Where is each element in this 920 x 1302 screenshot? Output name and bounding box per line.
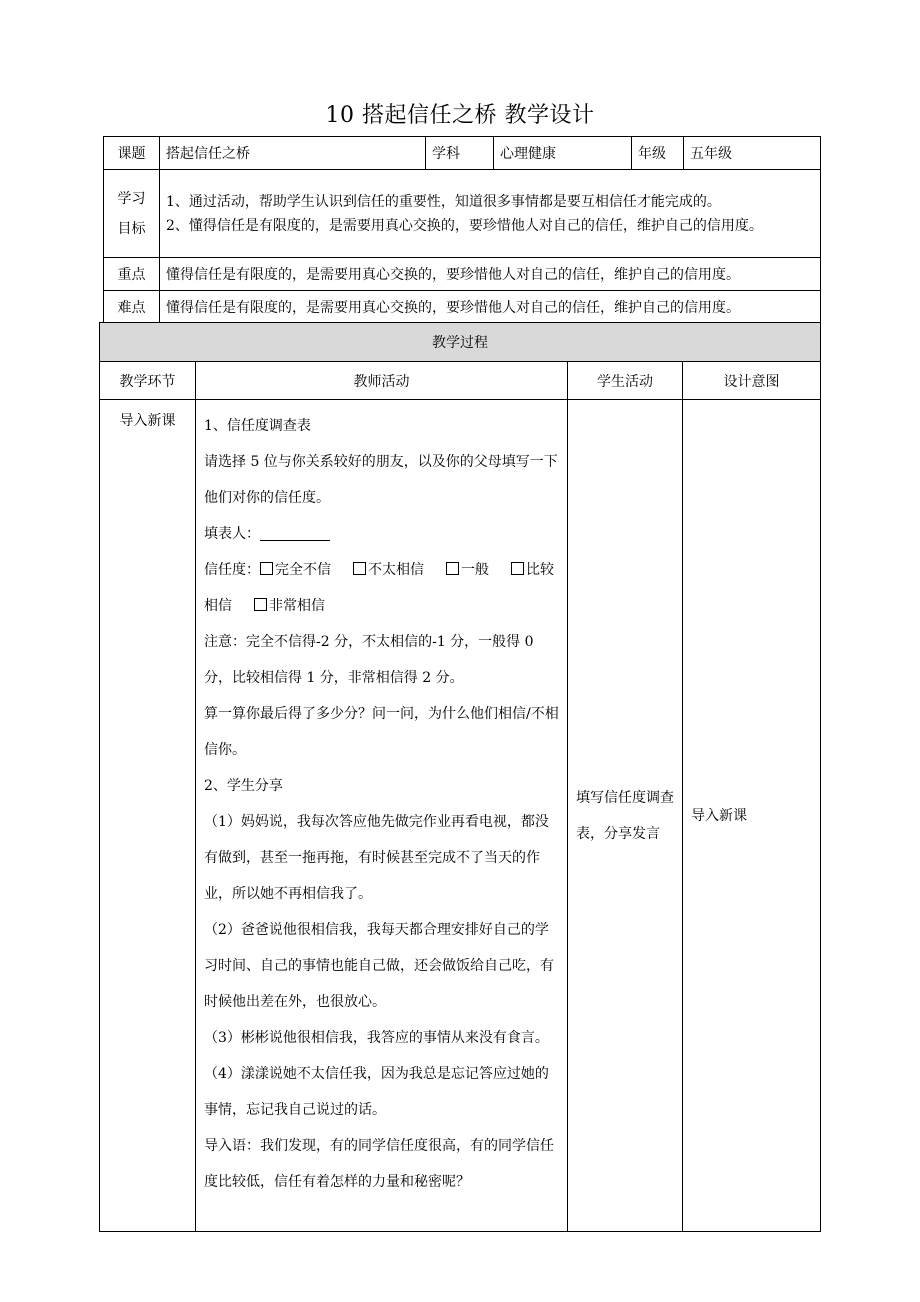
teacher-para-3: 注意：完全不信得-2 分，不太相信的-1 分，一般得 0 分，比较相信得 1 分，非常相信得 2 分。 <box>204 634 534 686</box>
teacher-para-9: （4）漾漾说她不太信任我，因为我总是忘记答应过她的事情，忘记我自己说过的话。 <box>204 1066 549 1118</box>
subject-value: 心理健康 <box>494 137 632 170</box>
column-header-row <box>100 362 821 400</box>
checkbox-icon <box>353 562 366 575</box>
key-row <box>104 258 821 291</box>
teacher-para-1: 1、信任度调查表 <box>204 418 311 434</box>
difficulty-value: 懂得信任是有限度的，是需要用真心交换的，要珍惜他人对自己的信任，维护自己的信用度。 <box>160 291 821 324</box>
filler-line <box>204 516 561 552</box>
goal-2: 2、懂得信任是有限度的，是需要用真心交换的，要珍惜他人对自己的信任，维护自己的信用度。 <box>166 217 763 234</box>
teacher-activity-cell <box>196 400 568 1232</box>
goal-1: 1、通过活动，帮助学生认识到信任的重要性，知道很多事情都是要互相信任才能完成的。 <box>166 193 721 210</box>
page-title: 10 搭起信任之桥 教学设计 <box>325 103 595 128</box>
course-label: 课题 <box>104 137 160 170</box>
column-header-stage: 教学环节 <box>100 362 196 400</box>
difficulty-row <box>104 291 821 324</box>
filler-blank <box>260 526 330 541</box>
goals-cell <box>160 170 821 258</box>
process-heading: 教学过程 <box>100 323 821 362</box>
checkbox-icon <box>260 562 273 575</box>
teacher-para-8: （3）彬彬说他很相信我，我答应的事情从来没有食言。 <box>204 1030 549 1046</box>
design-intent-cell: 导入新课 <box>683 400 821 1232</box>
student-activity-cell: 填写信任度调查表，分享发言 <box>568 400 683 1232</box>
teacher-para-2: 请选择 5 位与你关系较好的朋友，以及你的父母填写一下他们对你的信任度。 <box>204 454 558 506</box>
info-table <box>103 136 821 324</box>
option-1: 完全不信 <box>275 562 331 578</box>
column-header-student: 学生活动 <box>568 362 683 400</box>
goals-label-line-2: 目标 <box>117 220 146 237</box>
course-row <box>104 137 821 170</box>
option-2: 不太相信 <box>368 562 424 578</box>
grade-label: 年级 <box>632 137 684 170</box>
checkbox-icon <box>511 562 524 575</box>
difficulty-label: 难点 <box>104 291 160 324</box>
process-row <box>100 400 821 1232</box>
teacher-para-4: 算一算你最后得了多少分？问一问，为什么他们相信/不相信你。 <box>204 706 559 758</box>
teacher-para-6: （1）妈妈说，我每次答应他先做完作业再看电视，都没有做到，甚至一拖再拖，有时候甚至完成不了当天的作业，所以她不再相信我了。 <box>204 814 549 902</box>
key-value: 懂得信任是有限度的，是需要用真心交换的，要珍惜他人对自己的信任，维护自己的信用度。 <box>160 258 821 291</box>
checkbox-icon <box>254 598 267 611</box>
key-label: 重点 <box>104 258 160 291</box>
trust-options <box>204 552 561 624</box>
grade-value: 五年级 <box>684 137 821 170</box>
subject-label: 学科 <box>426 137 494 170</box>
option-4: 比较相信 <box>204 562 554 614</box>
process-table <box>99 322 821 1232</box>
option-3: 一般 <box>461 562 489 578</box>
checkbox-icon <box>446 562 459 575</box>
column-header-teacher: 教师活动 <box>196 362 568 400</box>
option-5: 非常相信 <box>269 598 325 614</box>
stage-cell: 导入新课 <box>100 400 196 1232</box>
column-header-intent: 设计意图 <box>683 362 821 400</box>
goals-label-line-1: 学习 <box>117 190 146 207</box>
teacher-para-10: 导入语：我们发现，有的同学信任度很高，有的同学信任度比较低，信任有着怎样的力量和秘密呢？ <box>204 1138 554 1190</box>
teacher-para-5: 2、学生分享 <box>204 778 283 794</box>
teacher-para-7: （2）爸爸说他很相信我，我每天都合理安排好自己的学习时间、自己的事情也能自己做，还会做饭给自己吃，有时候他出差在外，也很放心。 <box>204 922 554 1010</box>
goals-row <box>104 170 821 258</box>
trust-label: 信任度： <box>204 562 260 578</box>
course-value: 搭起信任之桥 <box>160 137 426 170</box>
filler-label: 填表人： <box>204 526 260 542</box>
goals-label <box>104 170 160 258</box>
